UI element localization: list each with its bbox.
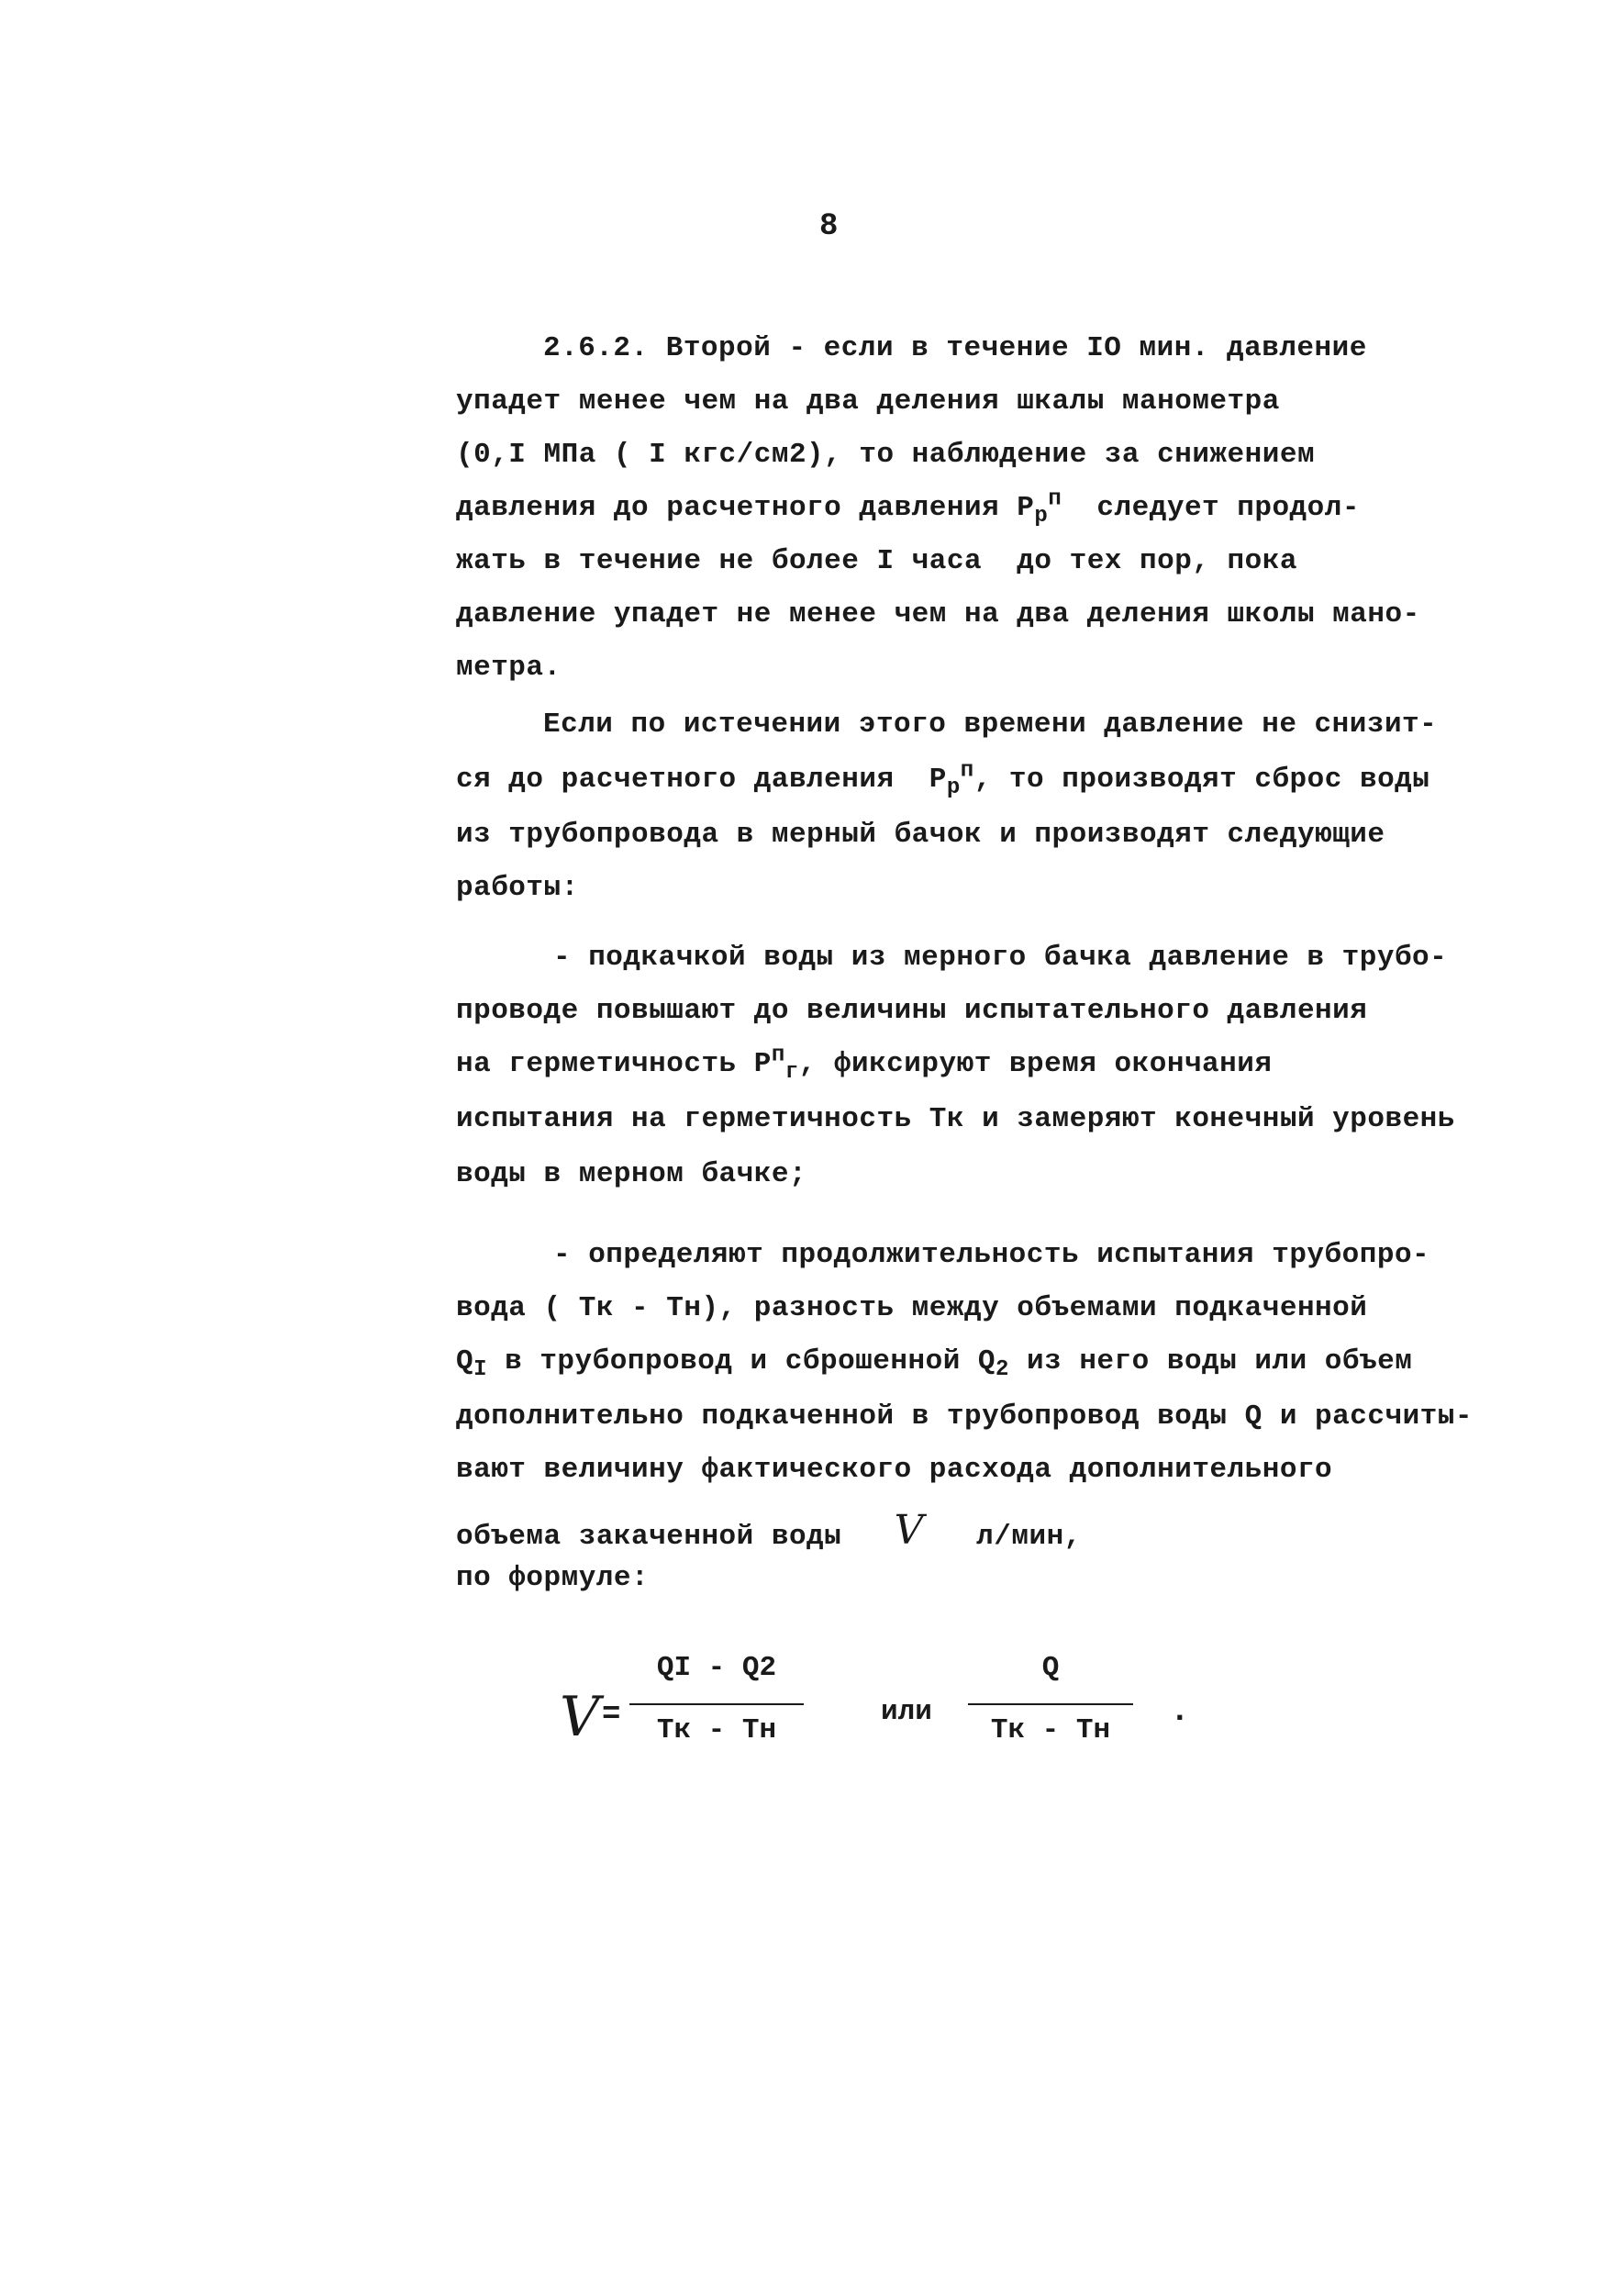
text-fragment: , то производят сброс воды — [973, 764, 1430, 796]
text-line: Если по истечении этого времени давление не снизит- — [543, 708, 1438, 741]
subscript: p — [1034, 504, 1049, 530]
text-line — [456, 1043, 1273, 1086]
subscript: г — [784, 1060, 799, 1086]
formula-end: . — [1170, 1692, 1190, 1730]
subscript: 2 — [996, 1357, 1009, 1383]
page-number: 8 — [819, 209, 839, 244]
fraction-numerator: QI - Q2 — [656, 1652, 777, 1684]
text-line: вают величину фактического расхода дополнительного — [456, 1454, 1333, 1486]
text-line: проводе повышают до величины испытательного давления — [456, 995, 1368, 1027]
superscript: п — [960, 758, 974, 784]
fraction-bar — [968, 1703, 1133, 1705]
superscript: п — [1048, 486, 1062, 512]
text-fragment: в трубопровод и сброшенной Q — [487, 1345, 996, 1378]
fraction-numerator: Q — [1041, 1652, 1060, 1684]
fraction-denominator: Тк - Тн — [990, 1714, 1111, 1746]
text-line: метра. — [456, 652, 562, 684]
formula — [560, 1652, 1202, 1771]
superscript: п — [771, 1043, 785, 1068]
text-line: упадет менее чем на два деления шкалы манометра — [456, 385, 1280, 418]
subscript: p — [946, 775, 961, 801]
text-line — [456, 1507, 1082, 1554]
fraction-bar — [629, 1703, 804, 1705]
text-line: испытания на герметичность Тк и замеряют конечный уровень — [456, 1103, 1455, 1135]
text-line — [456, 758, 1430, 801]
subscript: I — [473, 1357, 488, 1383]
fraction-2 — [968, 1652, 1133, 1746]
text-line: вода ( Тк - Тн), разность между объемами подкаченной — [456, 1292, 1368, 1324]
formula-lhs: V — [560, 1685, 600, 1749]
text-fragment: ся до расчетного давления P — [456, 764, 947, 796]
text-fragment: следует продол- — [1062, 492, 1360, 524]
text-line: воды в мерном бачке; — [456, 1158, 807, 1190]
fraction-1 — [629, 1652, 804, 1746]
text-line: - определяют продолжительность испытания трубопро- — [553, 1239, 1430, 1271]
text-fragment: , фиксируют время окончания — [798, 1048, 1273, 1080]
formula-equals: = — [602, 1698, 621, 1733]
text-fragment: Q — [456, 1345, 474, 1378]
text-fragment: объема закаченной воды — [456, 1521, 895, 1553]
text-line: 2.6.2. Второй - если в течение IO мин. давление — [543, 332, 1367, 364]
text-line: жать в течение не более I часа до тех пор, пока — [456, 545, 1297, 577]
formula-or: или — [881, 1696, 932, 1728]
text-line: (0,I МПа ( I кгс/см2), то наблюдение за снижением — [456, 439, 1316, 471]
text-fragment: на герметичность P — [456, 1048, 772, 1080]
fraction-denominator: Тк - Тн — [656, 1714, 777, 1746]
text-line: по формуле: — [456, 1562, 650, 1594]
velocity-symbol: V — [894, 1507, 924, 1554]
text-line: из трубопровода в мерный бачок и производят следующие — [456, 819, 1385, 851]
text-line: дополнительно подкаченной в трубопровод воды Q и рассчиты- — [456, 1400, 1473, 1433]
text-line: - подкачкой воды из мерного бачка давление в трубо- — [553, 942, 1448, 974]
text-fragment: давления до расчетного давления P — [456, 492, 1035, 524]
text-fragment: л/мин, — [923, 1521, 1082, 1553]
text-line: давление упадет не менее чем на два деления школы мано- — [456, 598, 1420, 630]
text-line — [456, 1345, 1413, 1383]
text-fragment: из него воды или объем — [1008, 1345, 1413, 1378]
text-line: работы: — [456, 872, 579, 904]
text-line — [456, 486, 1360, 530]
